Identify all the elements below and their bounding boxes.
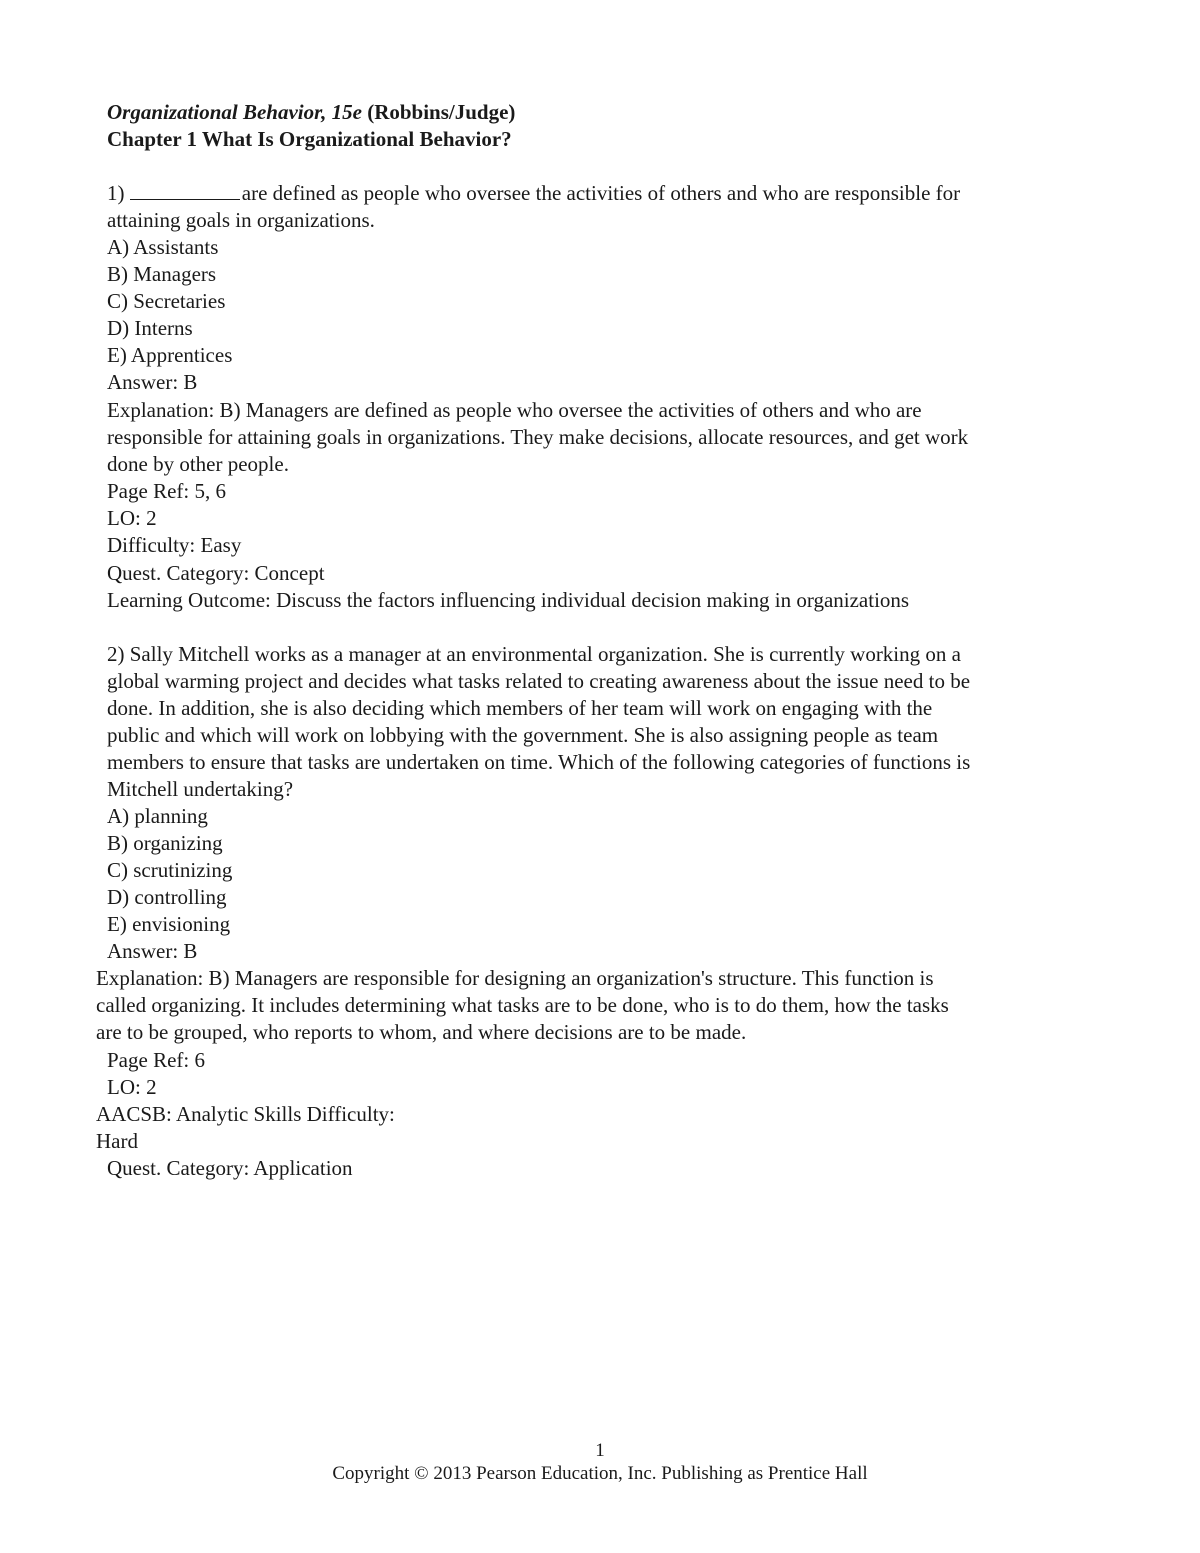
q1-page-ref: Page Ref: 5, 6: [107, 479, 226, 503]
q1-option-b: B) Managers: [107, 262, 217, 286]
q1-stem-text: are defined as people who oversee the activities of others and who are responsible for: [241, 181, 961, 205]
q2-category: Quest. Category: Application: [107, 1156, 353, 1180]
q2-option-b: B) organizing: [107, 831, 223, 855]
q2-option-e: E) envisioning: [107, 912, 231, 936]
page-number: 1: [595, 1440, 605, 1461]
q2-stem-line2: global warming project and decides what tasks related to creating awareness about the issue need to be: [107, 669, 971, 693]
q1-lo: LO: 2: [107, 506, 157, 530]
q2-difficulty: Hard: [96, 1129, 138, 1153]
book-title-line: [107, 99, 515, 126]
q1-category: Quest. Category: Concept: [107, 561, 325, 585]
q2-option-c: C) scrutinizing: [107, 858, 233, 882]
q2-stem-line3: done. In addition, she is also deciding which members of her team will work on engaging with the: [107, 696, 933, 720]
q1-option-e: E) Apprentices: [107, 343, 233, 367]
book-authors: (Robbins/Judge): [361, 100, 516, 124]
q2-aacsb: AACSB: Analytic Skills Difficulty:: [96, 1102, 395, 1126]
q2-page-ref: Page Ref: 6: [107, 1048, 205, 1072]
q1-number: 1): [107, 181, 130, 205]
q1-learning-outcome: Learning Outcome: Discuss the factors influencing individual decision making in organizations: [107, 588, 910, 612]
q1-stem-line2: attaining goals in organizations.: [107, 208, 375, 232]
q1-difficulty: Difficulty: Easy: [107, 533, 242, 557]
q2-option-a: A) planning: [107, 804, 208, 828]
q1-option-d: D) Interns: [107, 316, 193, 340]
answer-blank: [130, 181, 240, 200]
q2-stem-line5: members to ensure that tasks are undertaken on time. Which of the following categories of functions is: [107, 750, 971, 774]
book-title: Organizational Behavior, 15e: [107, 100, 362, 124]
q1-option-c: C) Secretaries: [107, 289, 226, 313]
q2-lo: LO: 2: [107, 1075, 157, 1099]
q1-explanation-line2: responsible for attaining goals in organizations. They make decisions, allocate resources, and get work: [107, 425, 969, 449]
q2-stem-line1: 2) Sally Mitchell works as a manager at an environmental organization. She is currently working on a: [107, 642, 961, 666]
q2-stem-line4: public and which will work on lobbying with the government. She is also assigning people as team: [107, 723, 939, 747]
q2-explanation-line3: are to be grouped, who reports to whom, and where decisions are to be made.: [96, 1020, 747, 1044]
q2-answer: Answer: B: [107, 939, 198, 963]
q1-option-a: A) Assistants: [107, 235, 219, 259]
chapter-title: Chapter 1 What Is Organizational Behavior?: [107, 127, 512, 151]
q1-explanation-line3: done by other people.: [107, 452, 289, 476]
q1-answer: Answer: B: [107, 370, 198, 394]
q2-option-d: D) controlling: [107, 885, 227, 909]
q2-stem-line6: Mitchell undertaking?: [107, 777, 294, 801]
q2-explanation-line2: called organizing. It includes determining what tasks are to be done, who is to do them, how the tasks: [96, 993, 949, 1017]
q1-stem-line1: [107, 180, 960, 207]
q1-explanation-line1: Explanation: B) Managers are defined as people who oversee the activities of others and who are: [107, 398, 922, 422]
copyright-notice: Copyright © 2013 Pearson Education, Inc. Publishing as Prentice Hall: [332, 1463, 868, 1484]
q2-explanation-line1: Explanation: B) Managers are responsible for designing an organization's structure. This function is: [96, 966, 934, 990]
